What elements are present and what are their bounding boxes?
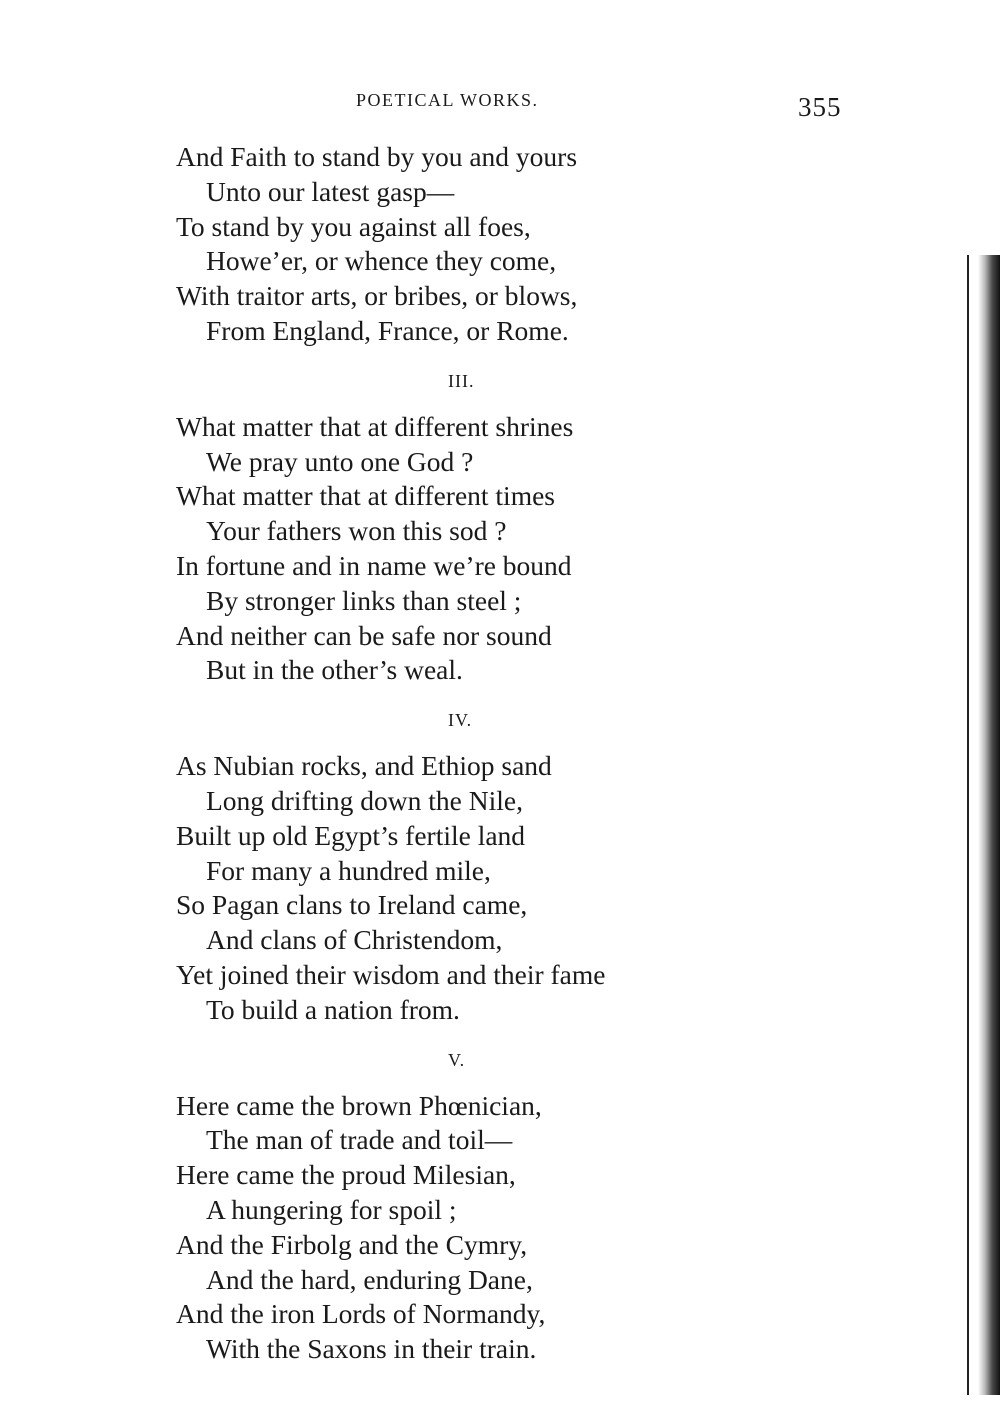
poem-line: With the Saxons in their train.	[206, 1333, 537, 1365]
poem-line: What matter that at different times	[176, 480, 555, 512]
poem-line: A hungering for spoil ;	[206, 1193, 457, 1225]
running-head: POETICAL WORKS.	[356, 90, 539, 110]
stanza-numeral-iv: IV.	[448, 710, 473, 731]
poem-line: So Pagan clans to Ireland came,	[176, 889, 528, 921]
poem-line: And the hard, enduring Dane,	[206, 1263, 533, 1295]
poem-line: And the Firbolg and the Cymry,	[176, 1228, 528, 1260]
poem-line: Howe’er, or whence they come,	[206, 245, 557, 277]
poem-body	[176, 140, 736, 1367]
poem-line: To build a nation from.	[206, 993, 460, 1025]
poem-line: Your fathers won this sod ?	[206, 515, 507, 547]
poem-line: But in the other’s weal.	[206, 654, 463, 686]
stanza-numeral-iii: III.	[448, 370, 475, 391]
poem-line: From England, France, or Rome.	[206, 314, 569, 346]
poem-line: For many a hundred mile,	[206, 854, 491, 886]
poem-line: The man of trade and toil—	[206, 1124, 513, 1156]
poem-line: In fortune and in name we’re bound	[176, 549, 572, 581]
poem-line: As Nubian rocks, and Ethiop sand	[176, 750, 552, 782]
poem-line: And clans of Christendom,	[206, 924, 503, 956]
page-number: 355	[798, 92, 842, 122]
binding-shadow	[978, 255, 1000, 1395]
poem-line: We pray unto one God ?	[206, 445, 474, 477]
poem-line: Built up old Egypt’s fertile land	[176, 819, 526, 851]
poem-line: Here came the brown Phœnician,	[176, 1089, 542, 1121]
stanza-numeral-v: V.	[448, 1049, 466, 1070]
poem-line: With traitor arts, or bribes, or blows,	[176, 280, 578, 312]
page-edge-line	[967, 255, 969, 1395]
poem-line: What matter that at different shrines	[176, 410, 574, 442]
poem-line: By stronger links than steel ;	[206, 584, 522, 616]
poem-line: And the iron Lords of Normandy,	[176, 1298, 546, 1330]
poem-line: And Faith to stand by you and yours	[176, 141, 578, 172]
poem-line: And neither can be safe nor sound	[176, 619, 552, 651]
poem-line: To stand by you against all foes,	[176, 210, 531, 242]
poem-line: Yet joined their wisdom and their fame	[176, 958, 606, 990]
poem-line: Unto our latest gasp—	[206, 175, 455, 207]
poem-line: Here came the proud Milesian,	[176, 1159, 516, 1191]
poem-line: Long drifting down the Nile,	[206, 784, 523, 816]
